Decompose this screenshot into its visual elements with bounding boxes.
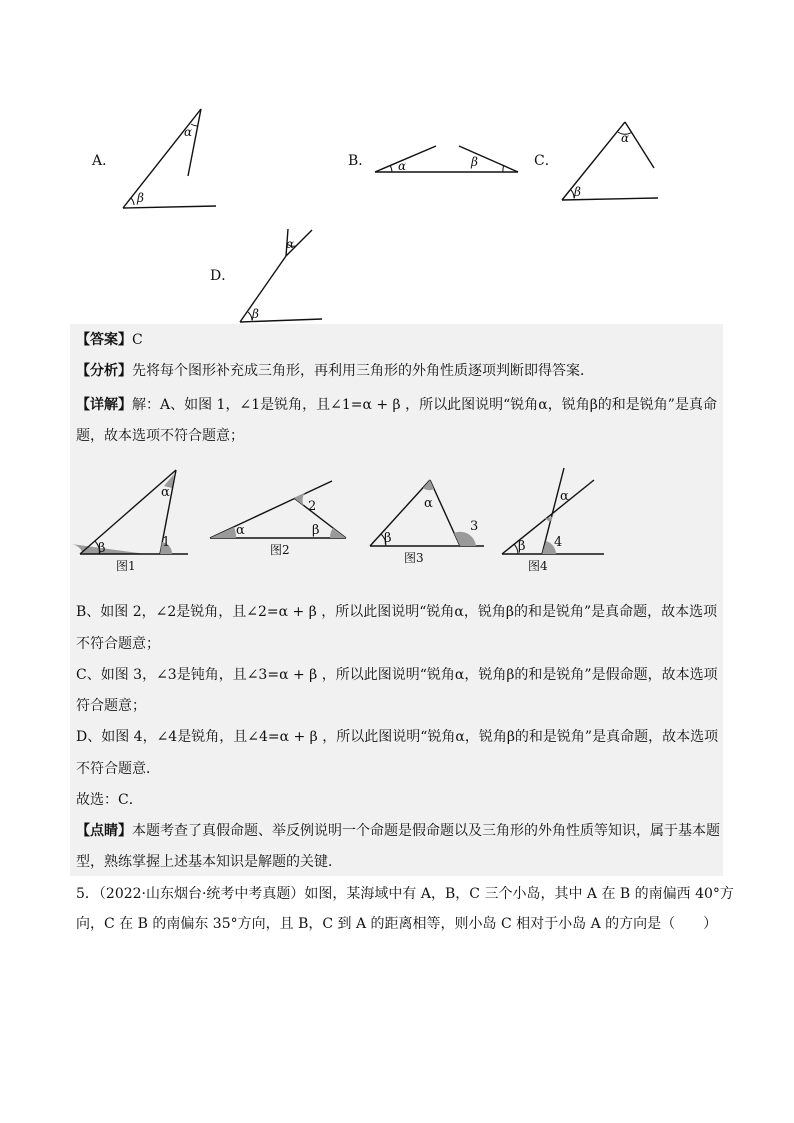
figure-4-alpha: α: [560, 489, 569, 504]
figure-4-mark: 4: [554, 535, 563, 550]
figure-2-alpha: α: [236, 523, 245, 538]
figure-3: [366, 476, 484, 568]
option-d-label: D．: [210, 268, 236, 284]
option-d-figure: [236, 226, 332, 326]
figure-3-alpha: α: [424, 496, 433, 511]
option-d-beta: β: [252, 307, 259, 321]
figure-1-mark: 1: [162, 535, 171, 550]
detail-line-2: 题，故本选项不符合题意；: [76, 428, 244, 444]
comment-text-1: 本题考查了真假命题、举反例说明一个命题是假命题以及三角形的外角性质等知识，属于基本题: [132, 823, 720, 839]
figure-1: [76, 466, 188, 576]
answer-line: [76, 330, 143, 350]
option-b-alpha: α: [398, 159, 407, 173]
figure-1-alpha: α: [161, 485, 170, 500]
comment-line-1: [76, 821, 720, 841]
explanation-d-line-2: 不符合题意．: [76, 761, 160, 777]
option-a-label: A．: [92, 153, 117, 169]
figure-3-mark: 3: [470, 519, 479, 534]
option-c-beta: β: [574, 185, 581, 199]
question-5-line-2: 向，C 在 B 的南偏东 35°方向，且 B，C 到 A 的距离相等，则小岛 C 相对于小岛 A 的方向是（ ）: [76, 916, 718, 932]
comment-line-2: 型，熟练掌握上述基本知识是解题的关键．: [76, 854, 342, 870]
detail-text-1: 解：A、如图 1，∠1是锐角，且∠1=α + β ，所以此图说明“锐角α，锐角β的和是锐角”是真命: [132, 397, 717, 413]
explanation-c-line-2: 符合题意；: [76, 698, 146, 714]
figure-4-caption: 图4: [528, 559, 548, 573]
figure-1-caption: 图1: [116, 559, 136, 573]
answer-tag: 【答案】: [76, 332, 132, 348]
figure-3-caption: 图3: [404, 551, 424, 565]
option-a-alpha: α: [184, 125, 193, 139]
explanation-b-line-2: 不符合题意；: [76, 636, 160, 652]
option-d-alpha: α: [286, 237, 295, 251]
option-b-beta: β: [471, 155, 478, 169]
analysis-line: [76, 361, 594, 381]
figure-4: [498, 466, 606, 578]
option-c-figure: [558, 118, 662, 206]
option-b-label: B．: [348, 153, 373, 169]
figure-4-beta: β: [518, 539, 526, 554]
detail-line-1: [76, 395, 717, 415]
explanation-b-line-1: B、如图 2，∠2是锐角，且∠2=α + β ，所以此图说明“锐角α，锐角β的和是锐角”是真命题，故本选项: [76, 604, 718, 620]
figure-2-beta: β: [312, 523, 320, 538]
option-c-alpha: α: [621, 131, 630, 145]
analysis-text: 先将每个图形补充成三角形，再利用三角形的外角性质逐项判断即得答案．: [132, 363, 594, 379]
figure-2: [206, 478, 336, 562]
analysis-tag: 【分析】: [76, 363, 132, 379]
explanation-c-line-1: C、如图 3，∠3是钝角，且∠3=α + β ，所以此图说明“锐角α，锐角β的和是锐角”是假命题，故本选项: [76, 667, 718, 683]
figure-3-beta: β: [384, 531, 392, 546]
figure-1-beta: β: [98, 541, 106, 556]
option-c-label: C．: [534, 153, 559, 169]
option-b-figure: [372, 140, 522, 180]
answer-value: C: [132, 332, 143, 348]
conclusion-line: 故选：C．: [76, 792, 143, 808]
figure-2-caption: 图2: [270, 543, 290, 557]
figure-2-mark: 2: [308, 499, 317, 514]
option-a-figure: [118, 104, 228, 214]
question-5-line-1: 5．（2022·山东烟台·统考中考真题）如图，某海域中有 A，B，C 三个小岛，其中 A 在 B 的南偏西 40°方: [76, 886, 734, 902]
detail-tag: 【详解】: [76, 397, 132, 413]
option-a-beta: β: [137, 191, 144, 205]
explanation-d-line-1: D、如图 4，∠4是锐角，且∠4=α + β ，所以此图说明“锐角α，锐角β的和是锐角”是真命题，故本选项: [76, 729, 719, 745]
comment-tag: 【点睛】: [76, 823, 132, 839]
